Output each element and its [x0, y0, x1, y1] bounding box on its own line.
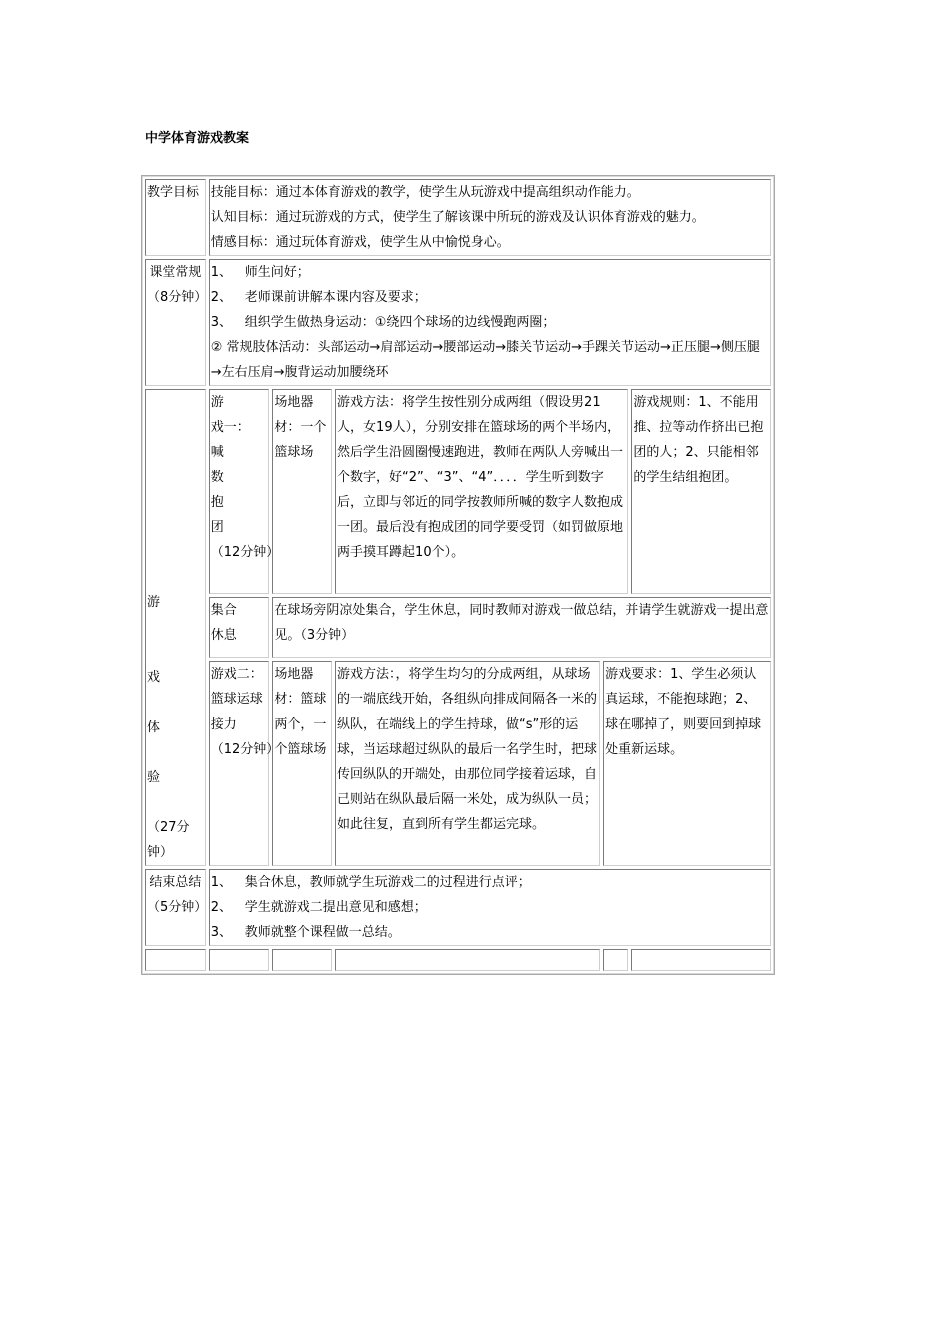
summary-item: 2、 学生就游戏二提出意见和感想； [210, 900, 427, 915]
empty-cell [335, 949, 600, 971]
rest-content: 在球场旁阴凉处集合，学生休息，同时教师对游戏一做总结，并请学生就游戏一提出意见。（3分钟） [272, 597, 771, 657]
game2-requirements: 游戏要求：1、学生必须认真运球，不能抱球跑；2、球在哪掉了，则要回到掉球处重新运球。 [603, 661, 771, 866]
game1-venue: 场地器材：一个篮球场 [272, 389, 332, 594]
routine-warmup-sequence: ② 常规肢体活动：头部运动→肩部运动→腰部运动→膝关节运动→手踝关节运动→正压腿→侧压腿→左右压肩→腹背运动加腰绕环 [210, 340, 760, 380]
routine-duration: （8分钟） [147, 290, 208, 305]
rest-name: 集合 休息 [209, 597, 270, 657]
goals-content [209, 179, 771, 256]
game1-row [145, 389, 771, 594]
routine-label: 课堂常规 （8分钟） [145, 259, 206, 386]
empty-cell [603, 949, 628, 971]
summary-row [145, 869, 771, 946]
goal-cognitive: 认知目标：通过玩游戏的方式，使学生了解该课中所玩的游戏及认识体育游戏的魅力。 [210, 210, 705, 225]
rest-row [145, 597, 771, 657]
goals-label: 教学目标 [145, 179, 206, 256]
game1-rules: 游戏规则：1、不能用推、拉等动作挤出已抱团的人；2、只能相邻的学生结组抱团。 [631, 389, 771, 594]
goal-skill: 技能目标：通过本体育游戏的教学，使学生从玩游戏中提高组织动作能力。 [210, 185, 640, 200]
game2-method: 游戏方法：，将学生均匀的分成两组，从球场的一端底线开始，各组纵向排成间隔各一米的纵队，在端线上的学生持球，做“s”形的运球，当运球超过纵队的最后一名学生时，把球传回纵队的开端处，由那位同学接着运球，自己则站在纵队最后隔一米处，成为纵队一员；如此往复，直到所有学生都运完球。 [335, 661, 600, 866]
summary-content [209, 869, 771, 946]
empty-cell [145, 949, 206, 971]
routine-content [209, 259, 771, 386]
game2-row [145, 661, 771, 866]
document-title: 中学体育游戏教案 [145, 131, 250, 146]
lesson-plan-table [141, 175, 775, 975]
routine-item: 1、 师生问好； [210, 265, 310, 280]
empty-row [145, 949, 771, 971]
game1-name: 游 戏一： 喊 数 抱 团 （12分钟） [209, 389, 270, 594]
summary-label: 结束总结 （5分钟） [145, 869, 206, 946]
game2-name: 游戏二： 篮球运球 接力 （12分钟） [209, 661, 270, 866]
routine-item: 3、 组织学生做热身运动：①绕四个球场的边线慢跑两圈； [210, 315, 556, 330]
goal-emotional: 情感目标：通过玩体育游戏，使学生从中愉悦身心。 [210, 235, 510, 250]
empty-cell [631, 949, 771, 971]
empty-cell [272, 949, 332, 971]
goals-row [145, 179, 771, 256]
routine-item: 2、 老师课前讲解本课内容及要求； [210, 290, 427, 305]
summary-duration: （5分钟） [147, 900, 208, 915]
games-duration: （27分钟） [147, 820, 190, 860]
game2-venue: 场地器材：篮球两个，一个篮球场 [272, 661, 332, 866]
game1-method: 游戏方法：将学生按性别分成两组（假设男21人，女19人），分别安排在篮球场的两个半场内，然后学生沿圆圈慢速跑进，教师在两队人旁喊出一个数字，好“2”、“3”、“4”．．．．学生听到数字后，立即与邻近的同学按教师所喊的数字人数抱成一团。最后没有抱成团的同学要受罚（如罚做原地两手摸耳蹲起10个）。 [335, 389, 628, 594]
summary-item: 1、 集合休息，教师就学生玩游戏二的过程进行点评； [210, 875, 531, 890]
empty-cell [209, 949, 270, 971]
summary-item: 3、 教师就整个课程做一总结。 [210, 925, 401, 940]
games-label: 游 戏 体 验 （27分钟） [145, 389, 206, 866]
routine-row [145, 259, 771, 386]
